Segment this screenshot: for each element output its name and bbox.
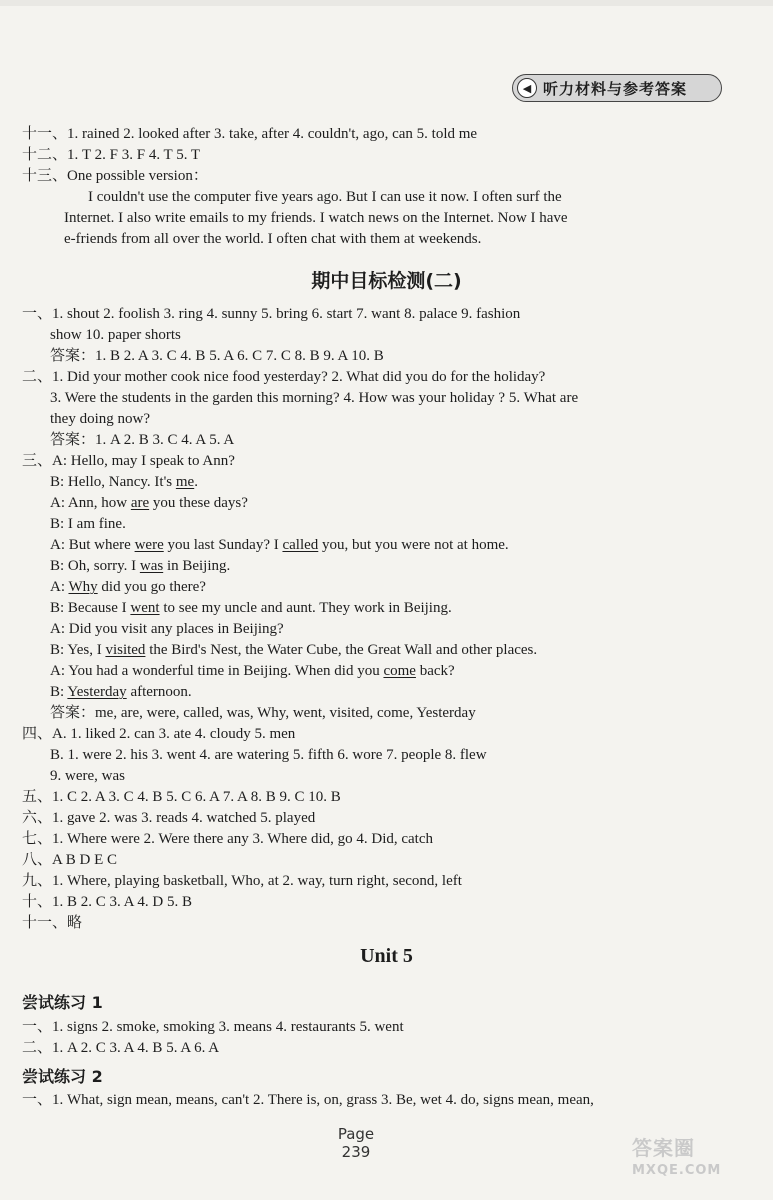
answer-line: 七、1. Where were 2. Were there any 3. Where did, go 4. Did, catch (22, 831, 433, 847)
answer-line: B. 1. were 2. his 3. went 4. are watering 5. fifth 6. wore 7. people 8. flew (50, 747, 487, 763)
dialogue-line: A: Ann, how are you these days? (50, 495, 248, 511)
unit-title: Unit 5 (360, 945, 413, 967)
watermark (632, 1132, 721, 1178)
essay-line: I couldn't use the computer five years ago. But I can use it now. I often surf the (88, 189, 562, 205)
blank-answer: me (175, 474, 195, 490)
dialogue-line: B: Yes, I visited the Bird's Nest, the Water Cube, the Great Wall and other places. (50, 642, 538, 658)
page-number-value: 239 (341, 1143, 371, 1161)
essay-line: Internet. I also write emails to my friends. I watch news on the Internet. Now I have (64, 210, 568, 226)
answer-line: 九、1. Where, playing basketball, Who, at 2. way, turn right, second, left (22, 873, 462, 889)
answer-line: 十、1. B 2. C 3. A 4. D 5. B (22, 894, 193, 910)
dialogue-line: B: Yesterday afternoon. (50, 684, 192, 700)
essay-line: e-friends from all over the world. I often chat with them at weekends. (64, 231, 482, 247)
answer-line: 十一、略 (22, 915, 83, 931)
answer-line: 二、1. A 2. C 3. A 4. B 5. A 6. A (22, 1040, 220, 1056)
watermark-url: MXQE.COM (632, 1163, 722, 1178)
midterm-title: 期中目标检测(二) (311, 270, 462, 292)
header-title: 听力材料与参考答案 (543, 79, 688, 98)
answer-line: 五、1. C 2. A 3. C 4. B 5. C 6. A 7. A 8. B 9. C 10. B (22, 789, 341, 805)
blank-answer: went (130, 600, 160, 616)
answer-key-line: 答案：me, are, were, called, was, Why, went, visited, come, Yesterday (50, 705, 476, 721)
left-arrow-icon: ◀ (517, 78, 537, 98)
dialogue-line: B: I am fine. (50, 516, 126, 532)
blank-answer: Why (68, 579, 98, 595)
dialogue-line: A: You had a wonderful time in Beijing. When did you come back? (50, 663, 455, 679)
dialogue-line: A: But where were you last Sunday? I called you, but you were not at home. (50, 537, 509, 553)
answer-line: 一、1. shout 2. foolish 3. ring 4. sunny 5. bring 6. start 7. want 8. palace 9. fashion (22, 306, 521, 322)
answer-line: 六、1. gave 2. was 3. reads 4. watched 5. played (22, 810, 316, 826)
answer-line: 二、1. Did your mother cook nice food yesterday? 2. What did you do for the holiday? (22, 369, 546, 385)
dialogue-line: B: Oh, sorry. I was in Beijing. (50, 558, 231, 574)
blank-answer: called (282, 537, 319, 553)
answer-key-line: 答案：1. B 2. A 3. C 4. B 5. A 6. C 7. C 8. B 9. A 10. B (50, 348, 384, 364)
page-number (331, 1125, 381, 1161)
dialogue-line: A: Did you visit any places in Beijing? (50, 621, 284, 637)
practice-title: 尝试练习 2 (22, 1067, 103, 1086)
scan-edge (0, 0, 773, 6)
watermark-text: 答案圈 (632, 1136, 695, 1160)
blank-answer: come (383, 663, 416, 679)
answer-line: 八、A B D E C (22, 852, 118, 868)
answer-line: 9. were, was (50, 768, 125, 784)
answer-line: 十一、1. rained 2. looked after 3. take, after 4. couldn't, ago, can 5. told me (22, 126, 478, 142)
section-header-badge (512, 74, 722, 102)
answer-line: 一、1. signs 2. smoke, smoking 3. means 4. restaurants 5. went (22, 1019, 404, 1035)
answer-line: 一、1. What, sign mean, means, can't 2. There is, on, grass 3. Be, wet 4. do, signs mean, mean, (22, 1092, 594, 1108)
answer-line: 十三、One possible version： (22, 168, 208, 184)
blank-answer: Yesterday (67, 684, 127, 700)
blank-answer: are (130, 495, 150, 511)
answer-line: 十二、1. T 2. F 3. F 4. T 5. T (22, 147, 201, 163)
blank-answer: visited (105, 642, 146, 658)
dialogue-line: B: Hello, Nancy. It's me. (50, 474, 198, 490)
practice-title: 尝试练习 1 (22, 993, 103, 1012)
answer-line: show 10. paper shorts (50, 327, 181, 343)
answer-line: 四、A. 1. liked 2. can 3. ate 4. cloudy 5. men (22, 726, 296, 742)
dialogue-line: B: Because I went to see my uncle and aunt. They work in Beijing. (50, 600, 452, 616)
dialogue-line: A: Why did you go there? (50, 579, 206, 595)
page-label: Page (337, 1125, 375, 1143)
blank-answer: were (134, 537, 164, 553)
blank-answer: was (139, 558, 164, 574)
dialogue-line: 三、A: Hello, may I speak to Ann? (22, 453, 235, 469)
answer-line: they doing now? (50, 411, 150, 427)
answer-key-line: 答案：1. A 2. B 3. C 4. A 5. A (50, 432, 235, 448)
answer-line: 3. Were the students in the garden this morning? 4. How was your holiday ? 5. What are (50, 390, 579, 406)
